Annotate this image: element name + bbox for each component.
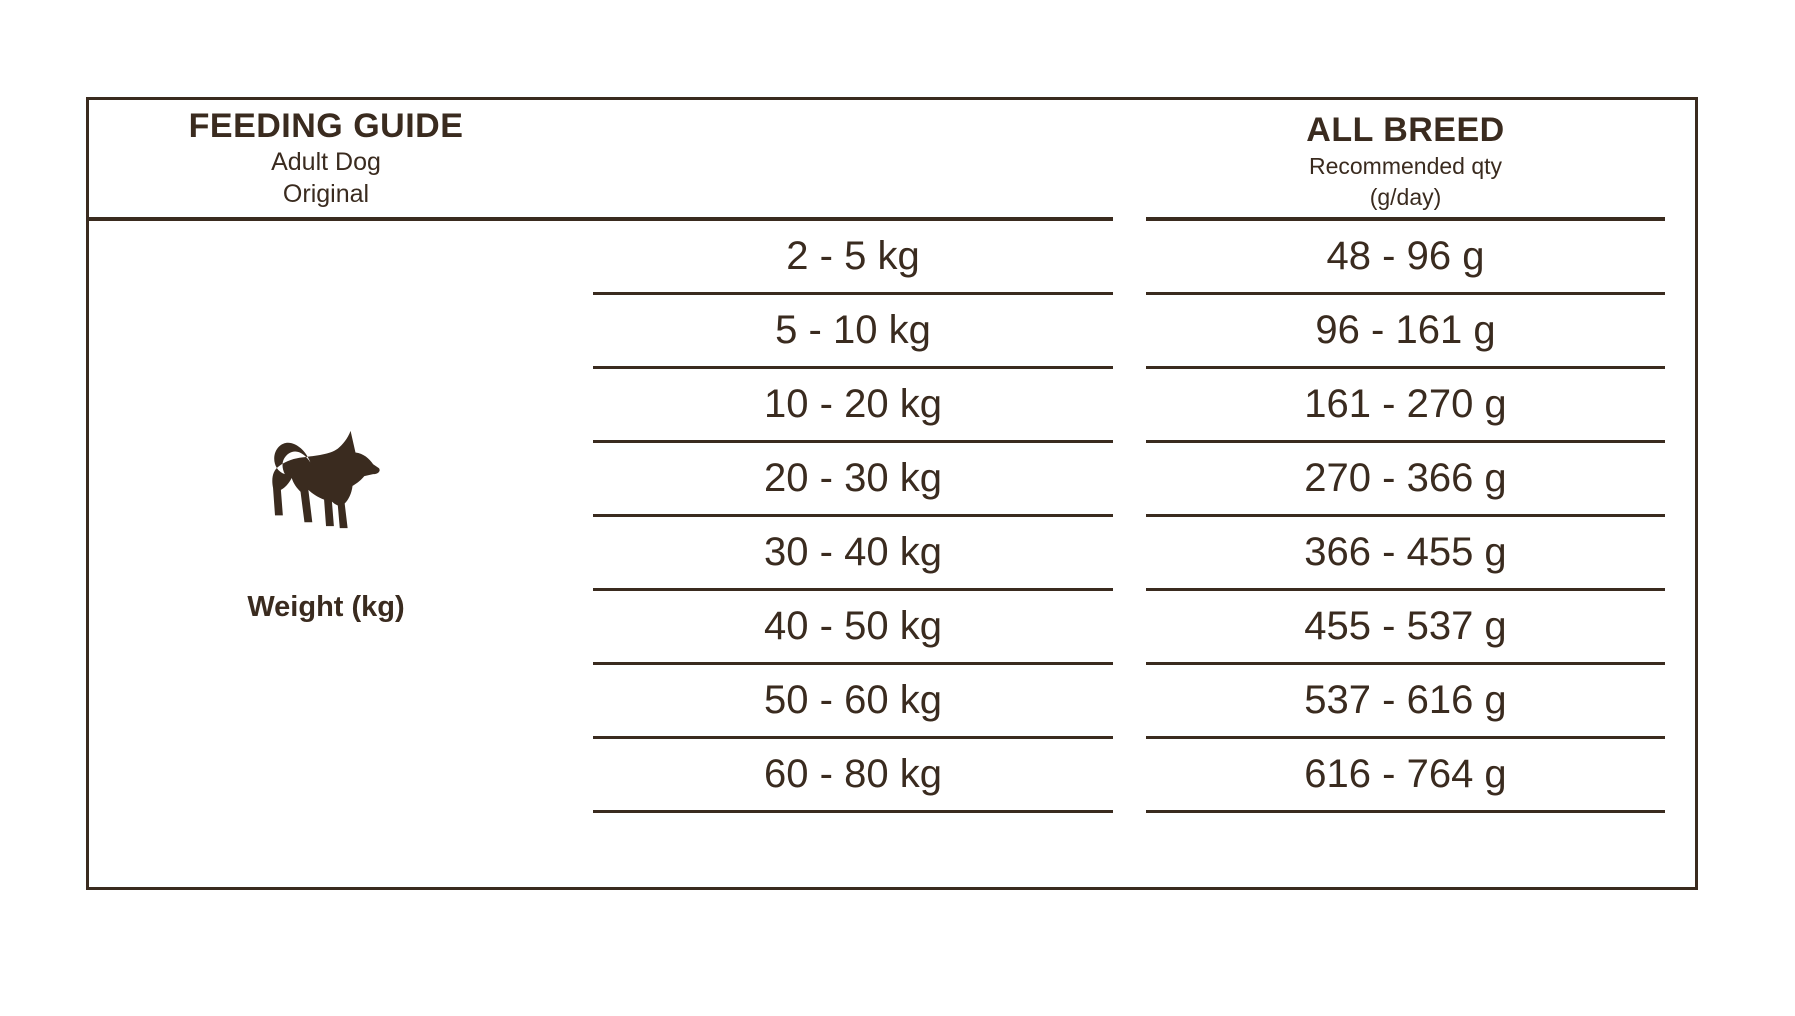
weight-range-cell: 10 - 20 kg	[593, 369, 1113, 443]
right-header	[1146, 113, 1665, 209]
table-rows	[86, 221, 1698, 887]
qty-unit-label: (g/day)	[1369, 184, 1442, 210]
all-breed-title: ALL BREED	[1306, 111, 1505, 149]
weight-range-cell: 30 - 40 kg	[593, 517, 1113, 591]
table-row	[86, 591, 1698, 665]
qty-range-cell: 270 - 366 g	[1146, 443, 1665, 517]
table-row	[86, 369, 1698, 443]
qty-range-cell: 616 - 764 g	[1146, 739, 1665, 813]
weight-range-cell: 2 - 5 kg	[593, 221, 1113, 295]
table-frame	[86, 97, 1698, 890]
weight-range-cell: 60 - 80 kg	[593, 739, 1113, 813]
weight-column-label: Weight (kg)	[247, 591, 405, 623]
table-row	[86, 295, 1698, 369]
table-row	[86, 443, 1698, 517]
recommended-qty-label: Recommended qty	[1308, 153, 1503, 179]
qty-range-cell: 537 - 616 g	[1146, 665, 1665, 739]
qty-range-cell: 96 - 161 g	[1146, 295, 1665, 369]
weight-range-cell: 40 - 50 kg	[593, 591, 1113, 665]
table-row	[86, 739, 1698, 813]
table-row	[86, 665, 1698, 739]
table-row	[86, 221, 1698, 295]
feeding-guide-subtitle-2: Original	[282, 180, 370, 208]
left-header	[86, 109, 566, 207]
frame-border-bottom	[86, 887, 1698, 890]
table-row	[86, 517, 1698, 591]
qty-range-cell: 366 - 455 g	[1146, 517, 1665, 591]
weight-range-cell: 20 - 30 kg	[593, 443, 1113, 517]
frame-border-top	[86, 97, 1698, 100]
weight-range-cell: 5 - 10 kg	[593, 295, 1113, 369]
feeding-guide-title: FEEDING GUIDE	[188, 107, 464, 145]
weight-range-cell: 50 - 60 kg	[593, 665, 1113, 739]
qty-range-cell: 161 - 270 g	[1146, 369, 1665, 443]
qty-range-cell: 48 - 96 g	[1146, 221, 1665, 295]
feeding-guide-subtitle-1: Adult Dog	[271, 148, 381, 176]
qty-range-cell: 455 - 537 g	[1146, 591, 1665, 665]
table-row-spacer	[86, 813, 1698, 887]
